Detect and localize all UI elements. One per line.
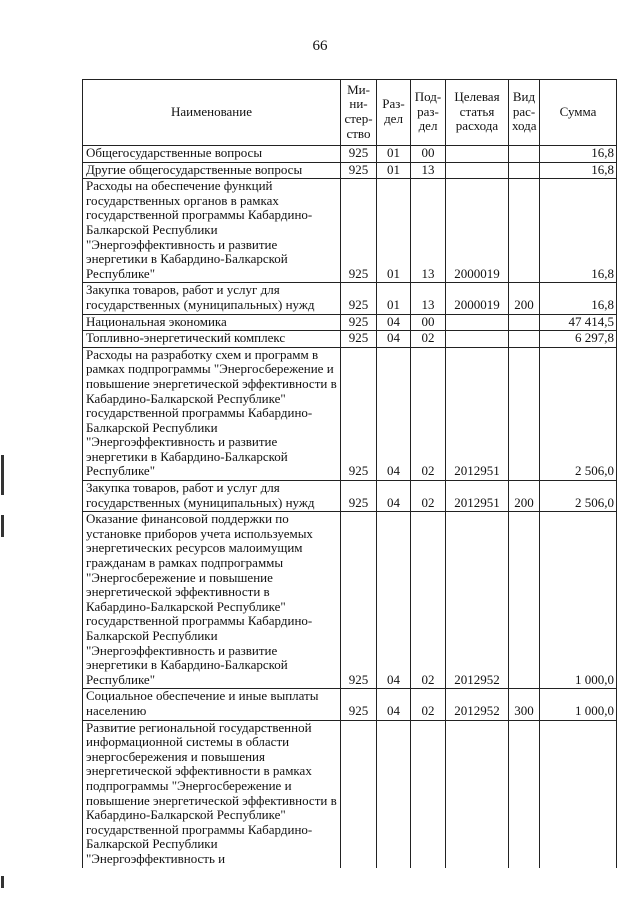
table-row bbox=[83, 314, 617, 331]
row-subsection: 02 bbox=[411, 331, 446, 348]
row-kind bbox=[509, 720, 540, 867]
row-ministry: 925 bbox=[341, 146, 377, 163]
row-sum: 2 506,0 bbox=[540, 347, 617, 480]
row-subsection: 13 bbox=[411, 283, 446, 314]
row-target: 2000019 bbox=[446, 283, 509, 314]
row-sum bbox=[540, 720, 617, 867]
row-name: Другие общегосударственные вопросы bbox=[83, 162, 341, 179]
row-kind bbox=[509, 179, 540, 283]
header-section-text: Раз- дел bbox=[382, 96, 405, 126]
table-row bbox=[83, 179, 617, 283]
row-sum: 16,8 bbox=[540, 179, 617, 283]
row-subsection bbox=[411, 720, 446, 867]
row-target bbox=[446, 146, 509, 163]
table-row bbox=[83, 512, 617, 689]
row-section bbox=[377, 720, 411, 867]
row-name: Общегосударственные вопросы bbox=[83, 146, 341, 163]
header-name-text: Наименование bbox=[171, 103, 252, 119]
row-subsection: 02 bbox=[411, 347, 446, 480]
row-name: Расходы на обеспечение функций государственных органов в рамках государственной программы Кабардино-Балкарской Республики "Энергоэффективность и развитие энергетики в Кабардино-Балкарской Республике" bbox=[83, 179, 341, 283]
header-section bbox=[377, 80, 411, 146]
row-name: Оказание финансовой поддержки по установке приборов учета используемых энергетических ресурсов малоимущим гражданам в рамках подпрограммы "Энергосбережение и повышение энергетической эффективности в Кабардино-Балкарской Республике" государственной программы Кабардино-Балкарской Республики "Энергоэффективность и развитие энергетики в Кабардино-Балкарской Республике" bbox=[83, 512, 341, 689]
row-name: Развитие региональной государственной информационной системы в области энергосбережения и повышения энергетической эффективности в рамках подпрограммы "Энергосбережение и повышение энергетической эффективности в Кабардино-Балкарской Республике" государственной программы Кабардино-Балкарской Республики "Энергоэффективность и bbox=[83, 720, 341, 867]
header-subsection bbox=[411, 80, 446, 146]
row-ministry: 925 bbox=[341, 179, 377, 283]
row-target bbox=[446, 720, 509, 867]
row-sum: 2 506,0 bbox=[540, 481, 617, 512]
row-target: 2000019 bbox=[446, 179, 509, 283]
row-kind bbox=[509, 162, 540, 179]
table-row bbox=[83, 162, 617, 179]
row-ministry: 925 bbox=[341, 689, 377, 720]
row-sum: 1 000,0 bbox=[540, 512, 617, 689]
row-section: 04 bbox=[377, 314, 411, 331]
row-target: 2012951 bbox=[446, 347, 509, 480]
row-section: 01 bbox=[377, 179, 411, 283]
row-name: Социальное обеспечение и иные выплаты населению bbox=[83, 689, 341, 720]
row-sum: 47 414,5 bbox=[540, 314, 617, 331]
row-sum: 6 297,8 bbox=[540, 331, 617, 348]
row-subsection: 02 bbox=[411, 512, 446, 689]
row-kind bbox=[509, 331, 540, 348]
header-sum-text: Сумма bbox=[559, 103, 597, 119]
row-kind: 300 bbox=[509, 689, 540, 720]
row-sum: 16,8 bbox=[540, 162, 617, 179]
table-row bbox=[83, 481, 617, 512]
row-subsection: 00 bbox=[411, 314, 446, 331]
row-target: 2012952 bbox=[446, 689, 509, 720]
row-ministry bbox=[341, 720, 377, 867]
row-ministry: 925 bbox=[341, 512, 377, 689]
table-row bbox=[83, 283, 617, 314]
row-section: 01 bbox=[377, 283, 411, 314]
budget-table bbox=[82, 79, 617, 868]
row-section: 01 bbox=[377, 162, 411, 179]
row-subsection: 13 bbox=[411, 179, 446, 283]
page-number: 66 bbox=[312, 38, 328, 54]
row-ministry: 925 bbox=[341, 347, 377, 480]
header-kind bbox=[509, 80, 540, 146]
row-subsection: 00 bbox=[411, 146, 446, 163]
row-name: Закупка товаров, работ и услуг для государственных (муниципальных) нужд bbox=[83, 481, 341, 512]
row-ministry: 925 bbox=[341, 481, 377, 512]
table-row bbox=[83, 347, 617, 480]
header-row bbox=[83, 80, 617, 146]
scan-margin-mark bbox=[1, 515, 4, 537]
row-section: 04 bbox=[377, 331, 411, 348]
row-target bbox=[446, 314, 509, 331]
row-ministry: 925 bbox=[341, 314, 377, 331]
row-target: 2012952 bbox=[446, 512, 509, 689]
row-target bbox=[446, 331, 509, 348]
row-section: 04 bbox=[377, 481, 411, 512]
header-subsection-text: Под- раз- дел bbox=[414, 89, 442, 134]
row-sum: 1 000,0 bbox=[540, 689, 617, 720]
scan-margin-mark bbox=[1, 876, 4, 888]
row-target: 2012951 bbox=[446, 481, 509, 512]
row-section: 04 bbox=[377, 689, 411, 720]
row-section: 01 bbox=[377, 146, 411, 163]
row-kind bbox=[509, 146, 540, 163]
row-sum: 16,8 bbox=[540, 146, 617, 163]
row-kind bbox=[509, 512, 540, 689]
row-kind bbox=[509, 347, 540, 480]
header-kind-text: Вид рас- хода bbox=[512, 89, 537, 134]
header-name bbox=[83, 80, 341, 146]
header-ministry-text: Ми- ни- стер- ство bbox=[344, 81, 373, 141]
header-target bbox=[446, 80, 509, 146]
row-target bbox=[446, 162, 509, 179]
header-ministry bbox=[341, 80, 377, 146]
row-subsection: 13 bbox=[411, 162, 446, 179]
table-row bbox=[83, 146, 617, 163]
header-sum bbox=[540, 80, 617, 146]
row-ministry: 925 bbox=[341, 331, 377, 348]
row-name: Национальная экономика bbox=[83, 314, 341, 331]
row-subsection: 02 bbox=[411, 481, 446, 512]
row-section: 04 bbox=[377, 512, 411, 689]
row-ministry: 925 bbox=[341, 162, 377, 179]
row-kind: 200 bbox=[509, 283, 540, 314]
row-subsection: 02 bbox=[411, 689, 446, 720]
table-row bbox=[83, 331, 617, 348]
header-target-text: Целевая статья расхода bbox=[454, 89, 500, 134]
row-name: Закупка товаров, работ и услуг для государственных (муниципальных) нужд bbox=[83, 283, 341, 314]
row-kind: 200 bbox=[509, 481, 540, 512]
table-row bbox=[83, 720, 617, 867]
row-sum: 16,8 bbox=[540, 283, 617, 314]
row-ministry: 925 bbox=[341, 283, 377, 314]
row-name: Топливно-энергетический комплекс bbox=[83, 331, 341, 348]
scan-margin-mark bbox=[1, 455, 4, 495]
row-name: Расходы на разработку схем и программ в рамках подпрограммы "Энергосбережение и повышение энергетической эффективности в Кабардино-Балкарской Республике" государственной программы Кабардино-Балкарской Республики "Энергоэффективность и развитие энергетики в Кабардино-Балкарской Республике" bbox=[83, 347, 341, 480]
row-kind bbox=[509, 314, 540, 331]
table-row bbox=[83, 689, 617, 720]
row-section: 04 bbox=[377, 347, 411, 480]
